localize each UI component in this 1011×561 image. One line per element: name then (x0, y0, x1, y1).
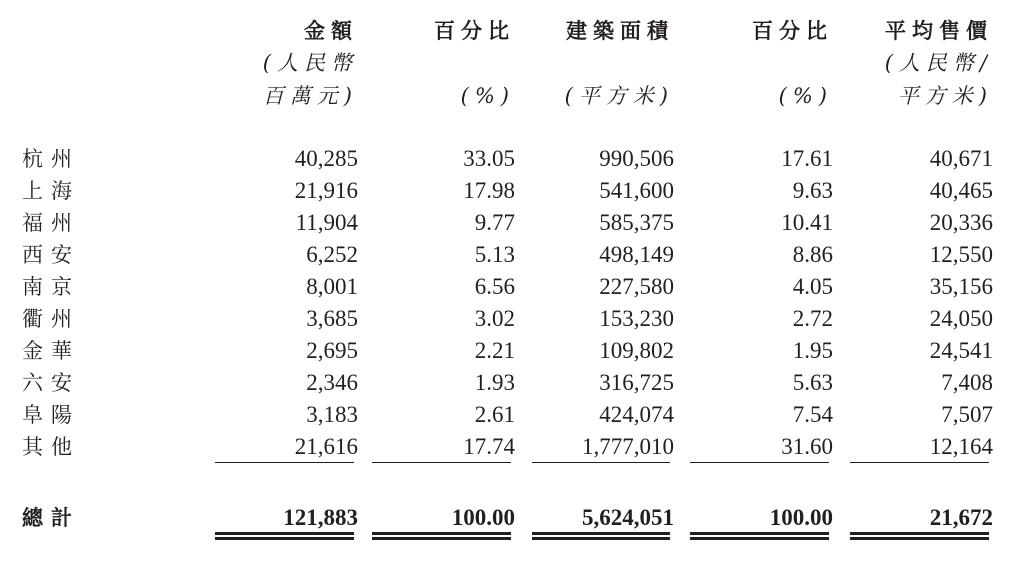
table-cell: 10.41 (781, 210, 833, 235)
total-double-rule-bottom (372, 537, 511, 540)
table-cell: 21,616 (294, 434, 358, 459)
table-cell: 40,285 (294, 146, 358, 171)
total-double-rule-top (690, 532, 829, 535)
column-header: 百分比 (434, 19, 515, 43)
table-cell: 17.74 (463, 434, 515, 459)
subtotal-rule (372, 462, 511, 463)
total-double-rule-bottom (215, 537, 354, 540)
total-cell: 5,624,051 (582, 505, 674, 530)
table-cell: 7.54 (792, 402, 833, 427)
table-cell: 4.05 (792, 274, 833, 299)
total-double-rule-bottom (850, 537, 989, 540)
column-unit-line2: (%) (778, 84, 833, 108)
row-label-city: 南京 (22, 275, 80, 299)
total-double-rule-top (372, 532, 511, 535)
table-cell: 7,408 (941, 370, 993, 395)
table-cell: 990,506 (599, 146, 674, 171)
table-cell: 31.60 (781, 434, 833, 459)
column-header: 百分比 (752, 19, 833, 43)
subtotal-rule (532, 462, 670, 463)
table-cell: 5.13 (474, 242, 515, 267)
table-cell: 9.77 (474, 210, 515, 235)
table-cell: 8,001 (306, 274, 358, 299)
total-double-rule-top (850, 532, 989, 535)
table-cell: 24,541 (929, 338, 993, 363)
table-cell: 21,916 (294, 178, 358, 203)
table-cell: 40,465 (929, 178, 993, 203)
row-label-city: 上海 (22, 179, 80, 203)
row-label-city: 福州 (22, 211, 80, 235)
table-cell: 11,904 (295, 210, 358, 235)
row-label-city: 杭州 (22, 147, 80, 171)
table-cell: 20,336 (929, 210, 993, 235)
table-cell: 17.61 (781, 146, 833, 171)
table-cell: 153,230 (599, 306, 674, 331)
column-header: 平均售價 (885, 19, 993, 43)
table-cell: 12,550 (929, 242, 993, 267)
row-label-city: 六安 (22, 371, 80, 395)
table-cell: 33.05 (463, 146, 515, 171)
table-cell: 8.86 (792, 242, 833, 267)
row-label-city: 衢州 (22, 307, 80, 331)
table-cell: 3,183 (306, 402, 358, 427)
table-cell: 12,164 (929, 434, 993, 459)
total-cell: 100.00 (451, 505, 515, 530)
table-cell: 9.63 (792, 178, 833, 203)
table-cell: 2,346 (306, 370, 358, 395)
row-label-city: 其他 (22, 435, 80, 459)
table-cell: 2.61 (474, 402, 515, 427)
table-cell: 109,802 (599, 338, 674, 363)
total-double-rule-top (532, 532, 670, 535)
row-label-city: 金華 (22, 339, 80, 363)
table-cell: 424,074 (599, 402, 674, 427)
table-cell: 2.21 (474, 338, 515, 363)
table-cell: 585,375 (599, 210, 674, 235)
table-cell: 7,507 (941, 402, 993, 427)
column-unit-line2: (%) (460, 84, 515, 108)
row-label-city: 阜陽 (22, 403, 80, 427)
total-double-rule-bottom (690, 537, 829, 540)
column-unit-line2: 平方米) (897, 84, 993, 108)
table-cell: 227,580 (599, 274, 674, 299)
table-cell: 498,149 (599, 242, 674, 267)
table-cell: 5.63 (792, 370, 833, 395)
row-label-city: 西安 (22, 243, 80, 267)
table-cell: 2.72 (792, 306, 833, 331)
total-label: 總計 (22, 506, 80, 530)
column-unit-line1: (人民幣 (262, 51, 358, 75)
table-cell: 40,671 (929, 146, 993, 171)
column-header: 建築面積 (566, 19, 674, 43)
total-cell: 21,672 (929, 505, 993, 530)
table-cell: 3.02 (474, 306, 515, 331)
table-cell: 1.95 (792, 338, 833, 363)
table-cell: 1.93 (474, 370, 515, 395)
subtotal-rule (850, 462, 989, 463)
table-cell: 1,777,010 (582, 434, 674, 459)
total-cell: 100.00 (769, 505, 833, 530)
column-unit-line2: (平方米) (564, 84, 674, 108)
table-cell: 6,252 (306, 242, 358, 267)
table-cell: 17.98 (463, 178, 515, 203)
table-cell: 6.56 (474, 274, 515, 299)
table-cell: 316,725 (599, 370, 674, 395)
column-header: 金額 (304, 19, 358, 43)
total-double-rule-top (215, 532, 354, 535)
table-cell: 35,156 (929, 274, 993, 299)
subtotal-rule (215, 462, 354, 463)
table-cell: 24,050 (929, 306, 993, 331)
total-double-rule-bottom (532, 537, 670, 540)
column-unit-line2: 百萬元) (262, 84, 358, 108)
table-cell: 2,695 (306, 338, 358, 363)
table-cell: 3,685 (306, 306, 358, 331)
subtotal-rule (690, 462, 829, 463)
total-cell: 121,883 (283, 505, 358, 530)
column-unit-line1: (人民幣/ (884, 51, 993, 75)
table-cell: 541,600 (599, 178, 674, 203)
